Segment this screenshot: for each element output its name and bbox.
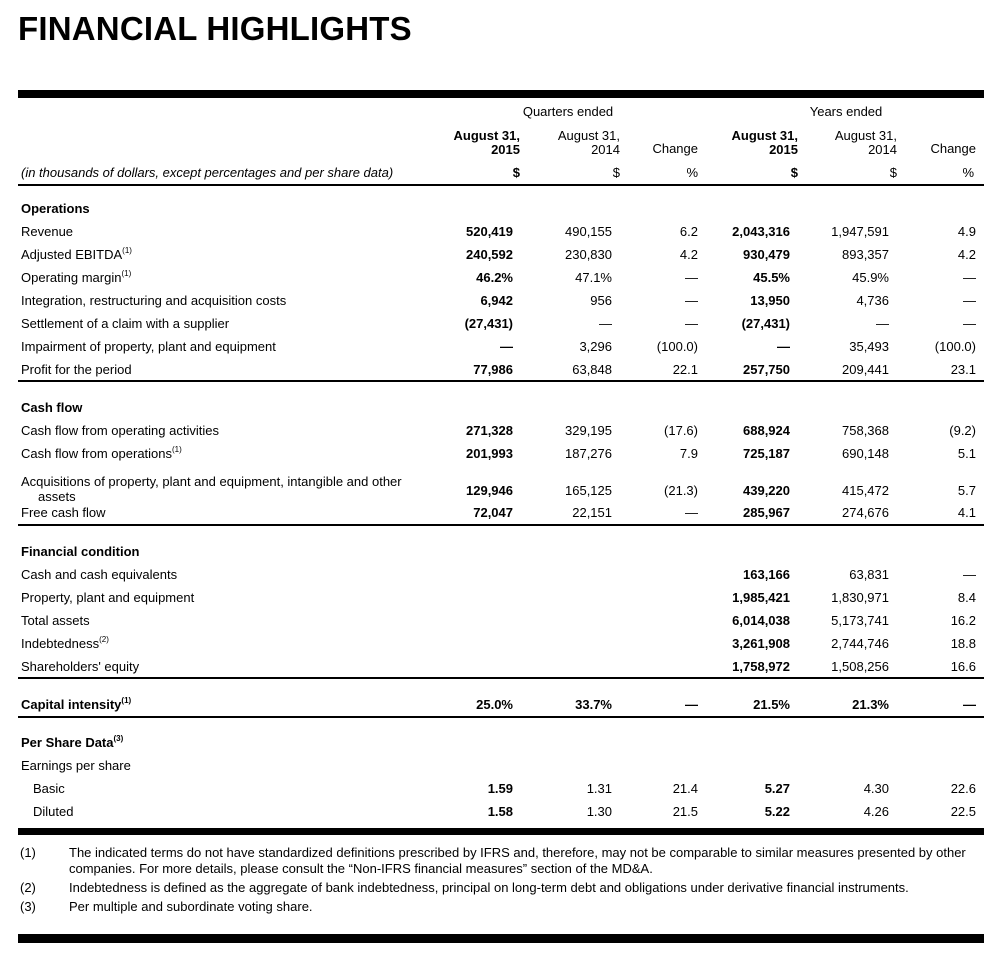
cell-y2015: 45.5% (753, 270, 790, 285)
unit-y2014: $ (889, 165, 897, 180)
cell-q2014: 63,848 (572, 362, 612, 377)
header-rule (18, 184, 984, 186)
section-financial-condition: Financial condition (21, 544, 140, 559)
cell-q2015: 201,993 (466, 446, 513, 461)
unit-ychange: % (962, 165, 974, 180)
footnote-text: Per multiple and subordinate voting share. (69, 899, 313, 914)
cell-ychg: 18.8 (950, 636, 976, 651)
cell-q2015: 240,592 (466, 247, 513, 262)
row-label-text: Earnings per share (21, 758, 131, 773)
cell-q2014: 187,276 (565, 446, 612, 461)
cell-qchg: (100.0) (656, 339, 698, 354)
cash-flow-rule (18, 524, 984, 526)
cell-qchg: — (685, 293, 698, 308)
table-bottom-divider (18, 828, 984, 835)
cell-y2014: 2,744,746 (831, 636, 889, 651)
cell-qchg: — (685, 505, 698, 520)
operations-rule (18, 380, 984, 382)
cell-y2015: 1,985,421 (732, 590, 790, 605)
cell-y2015: — (777, 339, 790, 354)
row-label (21, 224, 73, 239)
row-label-text: Integration, restructuring and acquisition costs (21, 293, 287, 308)
col-header-q2015-line2: 2015 (491, 142, 520, 157)
cell-ychg: — (963, 293, 976, 308)
units-note: (in thousands of dollars, except percentages and per share data) (21, 165, 394, 180)
cell-y2014: 35,493 (849, 339, 889, 354)
cell-ychg: 4.1 (957, 505, 976, 520)
col-header-q2014-line1: August 31, (557, 128, 620, 143)
cell-q2014: 3,296 (579, 339, 612, 354)
col-header-q2015-line1: August 31, (453, 128, 520, 143)
cell-q2015: 271,328 (466, 423, 513, 438)
row-label (33, 804, 73, 819)
cell-q2014: 33.7% (575, 697, 612, 712)
cell-ychg: 5.7 (957, 483, 976, 498)
cell-qchg: 22.1 (672, 362, 698, 377)
cell-ychg: — (963, 316, 976, 331)
col-header-q2015 (420, 129, 520, 157)
section-per-share-label: Per Share Data (21, 735, 114, 750)
row-label-text: Profit for the period (21, 362, 132, 377)
cell-ychg: 5.1 (957, 446, 976, 461)
row-label (21, 659, 139, 674)
cell-q2015: 72,047 (473, 505, 513, 520)
row-label (21, 247, 132, 262)
cell-qchg: (17.6) (664, 423, 698, 438)
cell-y2015: 1,758,972 (732, 659, 790, 674)
cell-q2015: (27,431) (464, 316, 513, 331)
section-per-share (21, 735, 123, 750)
cell-y2015: 5.27 (764, 781, 790, 796)
cell-y2014: 21.3% (852, 697, 889, 712)
cell-q2015: 77,986 (473, 362, 513, 377)
row-label-text: Property, plant and equipment (21, 590, 195, 605)
cell-q2015: 129,946 (466, 483, 513, 498)
row-label (21, 316, 229, 331)
row-label-text: Acquisitions of property, plant and equipment, intangible and other (21, 474, 402, 489)
cell-qchg: (21.3) (664, 483, 698, 498)
row-label (21, 697, 131, 712)
cell-y2015: 930,479 (743, 247, 790, 262)
capital-intensity-rule (18, 716, 984, 718)
cell-y2014: — (876, 316, 889, 331)
years-ended-header: Years ended (809, 104, 883, 119)
cell-y2015: 2,043,316 (732, 224, 790, 239)
cell-q2015: 25.0% (476, 697, 513, 712)
col-header-y2015-line2: 2015 (769, 142, 798, 157)
cell-y2015: 725,187 (743, 446, 790, 461)
section-operations: Operations (21, 201, 90, 216)
cell-qchg: 21.4 (672, 781, 698, 796)
cell-y2015: 257,750 (743, 362, 790, 377)
row-label-text: Diluted (33, 804, 74, 819)
footnote-mark: (1) (20, 845, 36, 860)
footnote-ref: (1) (122, 245, 132, 255)
cell-q2014: 47.1% (575, 270, 612, 285)
cell-ychg: 16.6 (950, 659, 976, 674)
cell-y2014: 209,441 (842, 362, 889, 377)
row-label (21, 636, 109, 651)
page-bottom-divider (18, 934, 984, 943)
cell-qchg: 6.2 (679, 224, 698, 239)
cell-ychg: 16.2 (950, 613, 976, 628)
section-cash-flow: Cash flow (21, 400, 83, 415)
cell-y2014: 4.30 (863, 781, 889, 796)
row-label (21, 339, 276, 354)
cell-y2014: 5,173,741 (831, 613, 889, 628)
cell-ychg: 22.6 (950, 781, 976, 796)
row-label (21, 293, 286, 308)
row-label-text: Capital intensity (21, 697, 122, 712)
cell-q2015: 520,419 (466, 224, 513, 239)
row-label-text: Impairment of property, plant and equipment (21, 339, 276, 354)
cell-y2015: 3,261,908 (732, 636, 790, 651)
cell-qchg: — (685, 270, 698, 285)
row-label-text: Adjusted EBITDA (21, 247, 123, 262)
footnote-mark: (2) (20, 880, 36, 895)
row-label-text: Basic (33, 781, 65, 796)
cell-ychg: — (963, 567, 976, 582)
cell-y2014: 63,831 (849, 567, 889, 582)
row-label-text: Cash and cash equivalents (21, 567, 178, 582)
footnote-text: Indebtedness is defined as the aggregate of bank indebtedness, principal on long-term debt and obligations under derivative financial instruments. (69, 880, 909, 895)
cell-y2014: 1,830,971 (831, 590, 889, 605)
cell-ychg: 4.2 (957, 247, 976, 262)
row-label (21, 758, 131, 773)
cell-qchg: 4.2 (679, 247, 698, 262)
cell-ychg: — (963, 697, 976, 712)
cell-q2014: 1.30 (586, 804, 612, 819)
cell-y2015: 688,924 (743, 423, 790, 438)
cell-y2015: 21.5% (753, 697, 790, 712)
row-label (33, 781, 65, 796)
cell-q2014: 329,195 (565, 423, 612, 438)
footnote-ref: (3) (113, 733, 124, 743)
cell-y2014: 1,508,256 (831, 659, 889, 674)
cell-q2014: 1.31 (586, 781, 612, 796)
footnote-ref: (1) (121, 268, 132, 278)
row-label (21, 423, 219, 438)
cell-y2014: 274,676 (842, 505, 889, 520)
unit-q2014: $ (612, 165, 620, 180)
row-label (21, 567, 177, 582)
cell-qchg: 21.5 (672, 804, 698, 819)
cell-y2014: 1,947,591 (831, 224, 889, 239)
row-label-continuation: assets (38, 489, 76, 504)
row-label-text: Cash flow from operating activities (21, 423, 219, 438)
cell-y2014: 4.26 (863, 804, 889, 819)
cell-ychg: 4.9 (957, 224, 976, 239)
cell-q2014: 230,830 (565, 247, 612, 262)
top-divider (18, 90, 984, 98)
cell-y2015: 5.22 (764, 804, 790, 819)
col-header-y2015 (698, 129, 798, 157)
row-label (21, 590, 194, 605)
quarters-ended-header: Quarters ended (522, 104, 614, 119)
cell-q2014: 165,125 (565, 483, 612, 498)
cell-y2015: 6,014,038 (732, 613, 790, 628)
row-label-text: Indebtedness (21, 636, 100, 651)
cell-q2015: 6,942 (480, 293, 513, 308)
row-label-text: Operating margin (21, 270, 122, 285)
cell-y2015: (27,431) (741, 316, 790, 331)
cell-q2014: 956 (590, 293, 612, 308)
cell-y2014: 45.9% (852, 270, 889, 285)
page-title: FINANCIAL HIGHLIGHTS (18, 10, 412, 47)
row-label-text: Shareholders' equity (21, 659, 140, 674)
cell-ychg: 8.4 (957, 590, 976, 605)
row-label-text: Settlement of a claim with a supplier (21, 316, 230, 331)
col-header-y2014-line2: 2014 (868, 142, 897, 157)
col-header-qchange: Change (652, 141, 698, 156)
cell-q2015: — (500, 339, 513, 354)
unit-qchange: % (686, 165, 698, 180)
cell-ychg: (100.0) (934, 339, 976, 354)
cell-y2015: 163,166 (743, 567, 790, 582)
footnote-ref: (1) (121, 695, 132, 705)
cell-q2014: 490,155 (565, 224, 612, 239)
cell-ychg: 22.5 (950, 804, 976, 819)
cell-qchg: 7.9 (679, 446, 698, 461)
cell-q2014: 22,151 (572, 505, 612, 520)
footnote-mark: (3) (20, 899, 36, 914)
financial-condition-rule (18, 677, 984, 679)
cell-q2015: 1.58 (487, 804, 513, 819)
footnote-text: The indicated terms do not have standardized definitions prescribed by IFRS and, therefore, may not be comparable to similar measures presented by other companies. For more details, please consult the “Non-IFRS financial measures” section of the MD&A. (69, 845, 966, 876)
row-label-text: Total assets (21, 613, 90, 628)
cell-y2014: 893,357 (842, 247, 889, 262)
row-label-text: Revenue (21, 224, 74, 239)
cell-y2014: 758,368 (842, 423, 889, 438)
row-label (21, 505, 106, 520)
cell-qchg: — (685, 316, 698, 331)
cell-y2015: 285,967 (743, 505, 790, 520)
cell-y2014: 4,736 (856, 293, 889, 308)
cell-q2015: 1.59 (487, 781, 513, 796)
cell-ychg: — (963, 270, 976, 285)
col-header-y2015-line1: August 31, (731, 128, 798, 143)
cell-q2014: — (599, 316, 612, 331)
cell-y2015: 439,220 (743, 483, 790, 498)
cell-y2015: 13,950 (750, 293, 790, 308)
row-label (21, 613, 90, 628)
row-label (21, 474, 402, 504)
cell-q2015: 46.2% (476, 270, 513, 285)
row-label (21, 446, 182, 461)
unit-y2015: $ (790, 165, 798, 180)
col-header-ychange: Change (930, 141, 976, 156)
row-label-text: Cash flow from operations (21, 446, 173, 461)
footnote-ref: (2) (99, 634, 109, 644)
cell-y2014: 415,472 (842, 483, 889, 498)
cell-ychg: 23.1 (950, 362, 976, 377)
unit-q2015: $ (512, 165, 520, 180)
cell-y2014: 690,148 (842, 446, 889, 461)
col-header-q2014-line2: 2014 (591, 142, 620, 157)
row-label (21, 270, 131, 285)
cell-qchg: — (685, 697, 698, 712)
row-label-text: Free cash flow (21, 505, 106, 520)
col-header-y2014-line1: August 31, (834, 128, 897, 143)
footnote-ref: (1) (172, 444, 182, 454)
cell-ychg: (9.2) (949, 423, 976, 438)
row-label (21, 362, 132, 377)
